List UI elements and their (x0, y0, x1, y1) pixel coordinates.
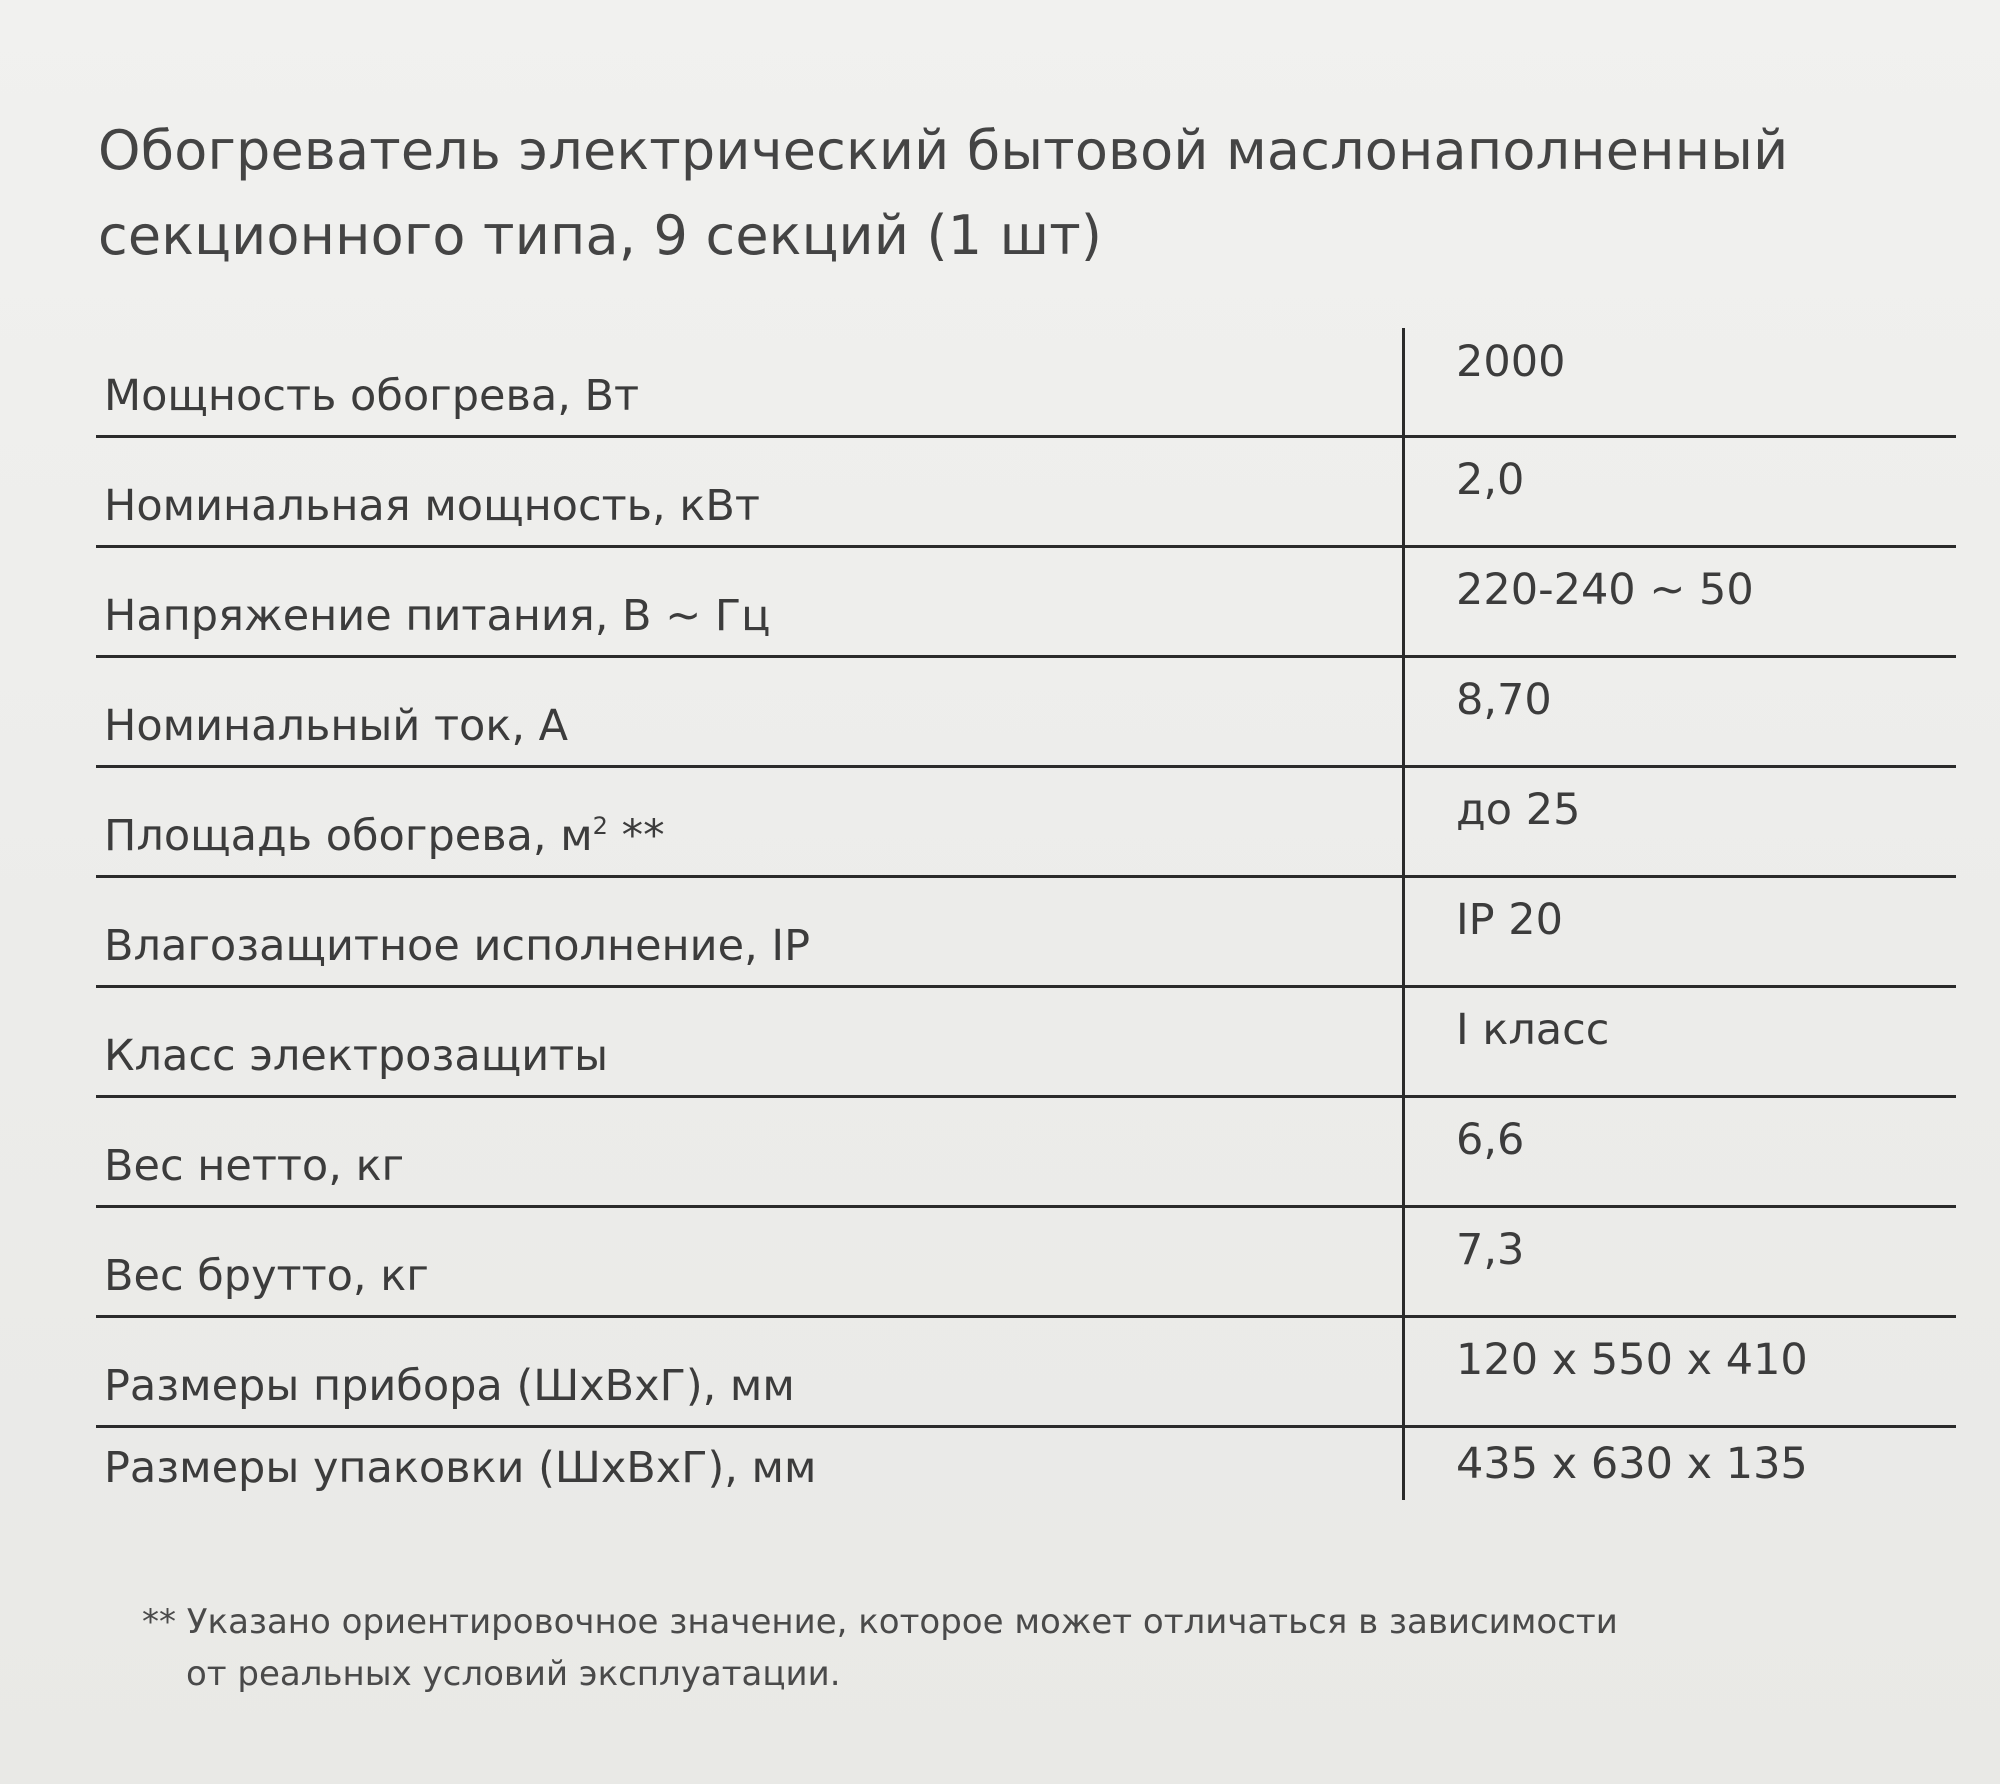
spec-row-heating-power (96, 328, 1956, 438)
spec-label: Размеры прибора (ШхВхГ), мм (104, 1361, 795, 1411)
spec-value: 120 х 550 х 410 (1456, 1335, 1808, 1385)
spec-value: 6,6 (1456, 1115, 1525, 1165)
product-title-line-2: секционного типа, 9 секций (1 шт) (98, 204, 1103, 267)
spec-value: I класс (1456, 1005, 1610, 1055)
spec-label: Напряжение питания, В ~ Гц (104, 591, 771, 641)
spec-value: 220-240 ~ 50 (1456, 565, 1754, 615)
spec-label: Вес брутто, кг (104, 1251, 429, 1301)
spec-value: 8,70 (1456, 675, 1552, 725)
footnote-marker: ** (607, 811, 665, 861)
product-title (98, 108, 1978, 278)
spec-value: IP 20 (1456, 895, 1563, 945)
spec-row-rated-current (96, 658, 1956, 768)
spec-row-net-weight (96, 1098, 1956, 1208)
spec-row-gross-weight (96, 1208, 1956, 1318)
spec-label: Вес нетто, кг (104, 1141, 405, 1191)
spec-row-supply-voltage (96, 548, 1956, 658)
superscript-2: 2 (592, 812, 608, 840)
product-title-line-1: Обогреватель электрический бытовой маслонаполненный (98, 119, 1789, 182)
spec-label: Номинальный ток, А (104, 701, 569, 751)
spec-value: 2000 (1456, 337, 1566, 387)
footnote-line-1: ** Указано ориентировочное значение, которое может отличаться в зависимости (142, 1602, 1618, 1642)
spec-row-rated-power (96, 438, 1956, 548)
spec-value: 7,3 (1456, 1225, 1525, 1275)
spec-label: Мощность обогрева, Вт (104, 371, 640, 421)
spec-value: до 25 (1456, 785, 1581, 835)
spec-row-protection-class (96, 988, 1956, 1098)
spec-label: Класс электрозащиты (104, 1031, 609, 1081)
specifications-table (96, 328, 1956, 1500)
footnote-line-2: от реальных условий эксплуатации. (186, 1654, 841, 1694)
footnote (142, 1596, 1618, 1700)
spec-label (104, 810, 665, 862)
spec-row-device-dimensions (96, 1318, 1956, 1428)
spec-label: Влагозащитное исполнение, IP (104, 921, 811, 971)
spec-row-package-dimensions (96, 1428, 1956, 1500)
spec-row-ip-rating (96, 878, 1956, 988)
spec-row-heating-area (96, 768, 1956, 878)
spec-label: Номинальная мощность, кВт (104, 481, 760, 531)
spec-value: 2,0 (1456, 455, 1525, 505)
spec-label-text: Площадь обогрева, м (104, 811, 593, 861)
spec-label: Размеры упаковки (ШхВхГ), мм (104, 1443, 817, 1493)
spec-value: 435 х 630 х 135 (1456, 1439, 1808, 1489)
